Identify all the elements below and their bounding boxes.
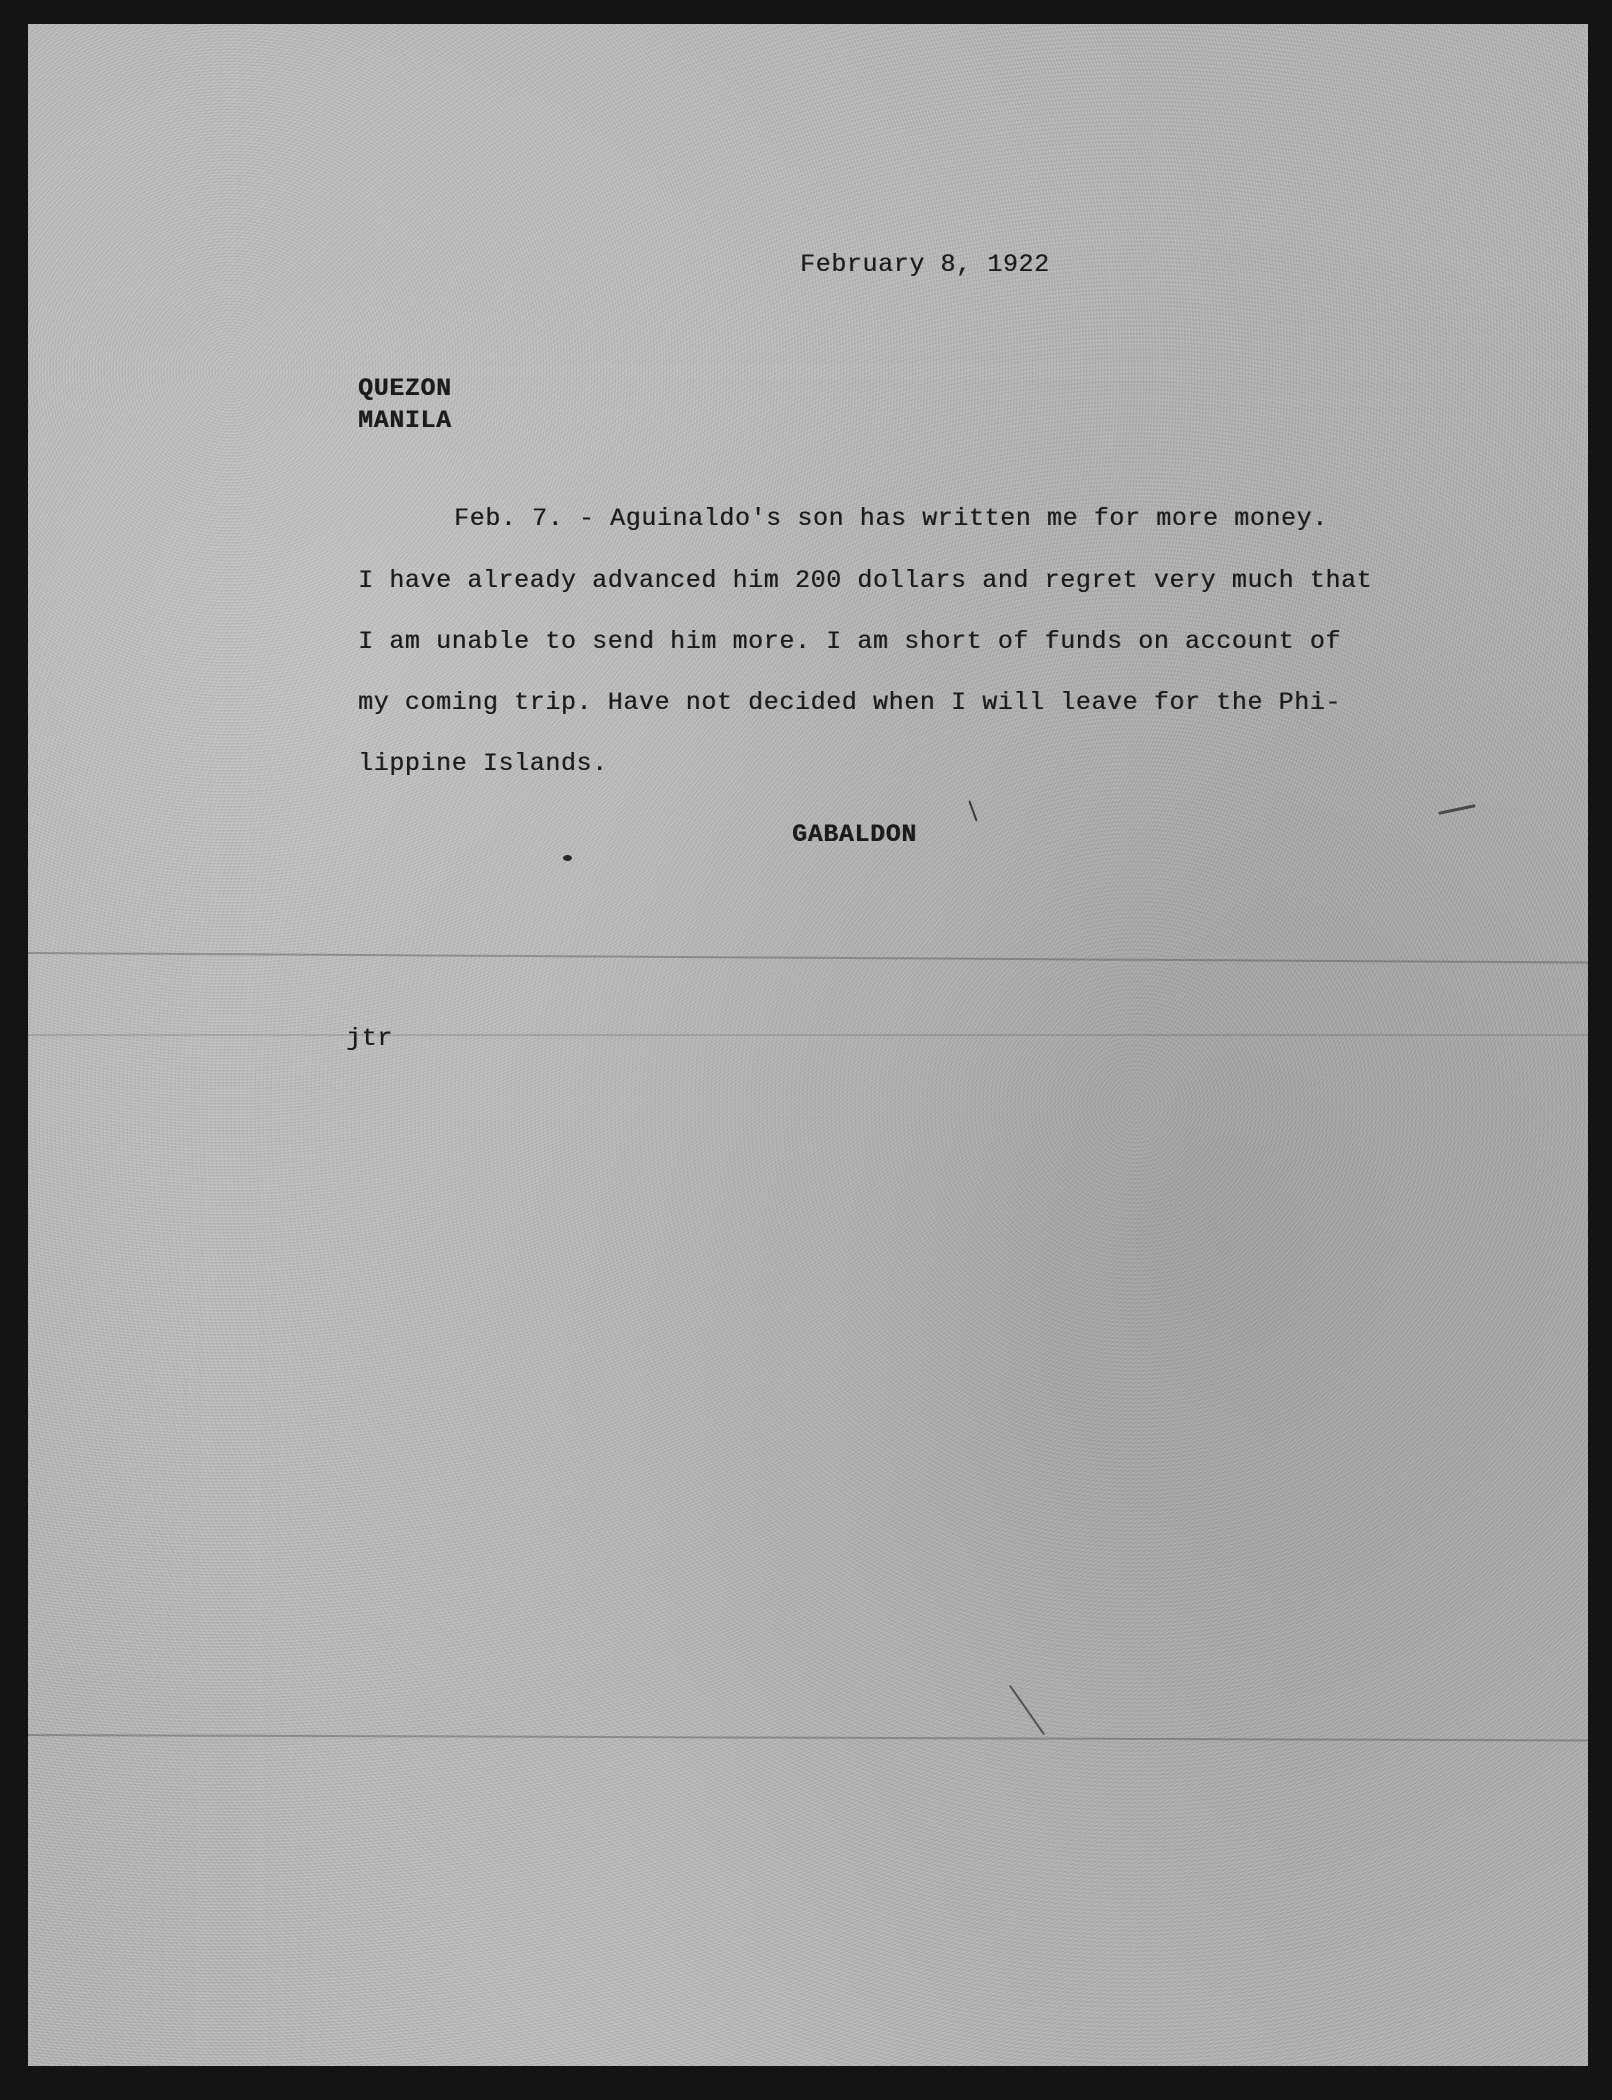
letter-date: February 8, 1922 [800, 250, 1050, 279]
paper-sheet [28, 24, 1588, 2066]
addressee-name: QUEZON [358, 374, 452, 403]
body-line: I have already advanced him 200 dollars and regret very much that [358, 566, 1373, 595]
body-line: Feb. 7. - Aguinaldo's son has written me for more money. [454, 504, 1328, 533]
fold-line [28, 1734, 1588, 1741]
fold-line [28, 1034, 1588, 1036]
typist-initials: jtr [346, 1024, 393, 1053]
body-line: lippine Islands. [358, 749, 608, 778]
addressee-city: MANILA [358, 406, 452, 435]
signature: GABALDON [792, 820, 917, 849]
fold-line [28, 952, 1588, 964]
ink-mark [1009, 1685, 1045, 1735]
ink-mark [968, 800, 977, 821]
body-line: I am unable to send him more. I am short of funds on account of [358, 627, 1341, 656]
body-line: my coming trip. Have not decided when I will leave for the Phi- [358, 688, 1341, 717]
ink-mark [1438, 804, 1476, 815]
ink-speck [563, 855, 572, 861]
